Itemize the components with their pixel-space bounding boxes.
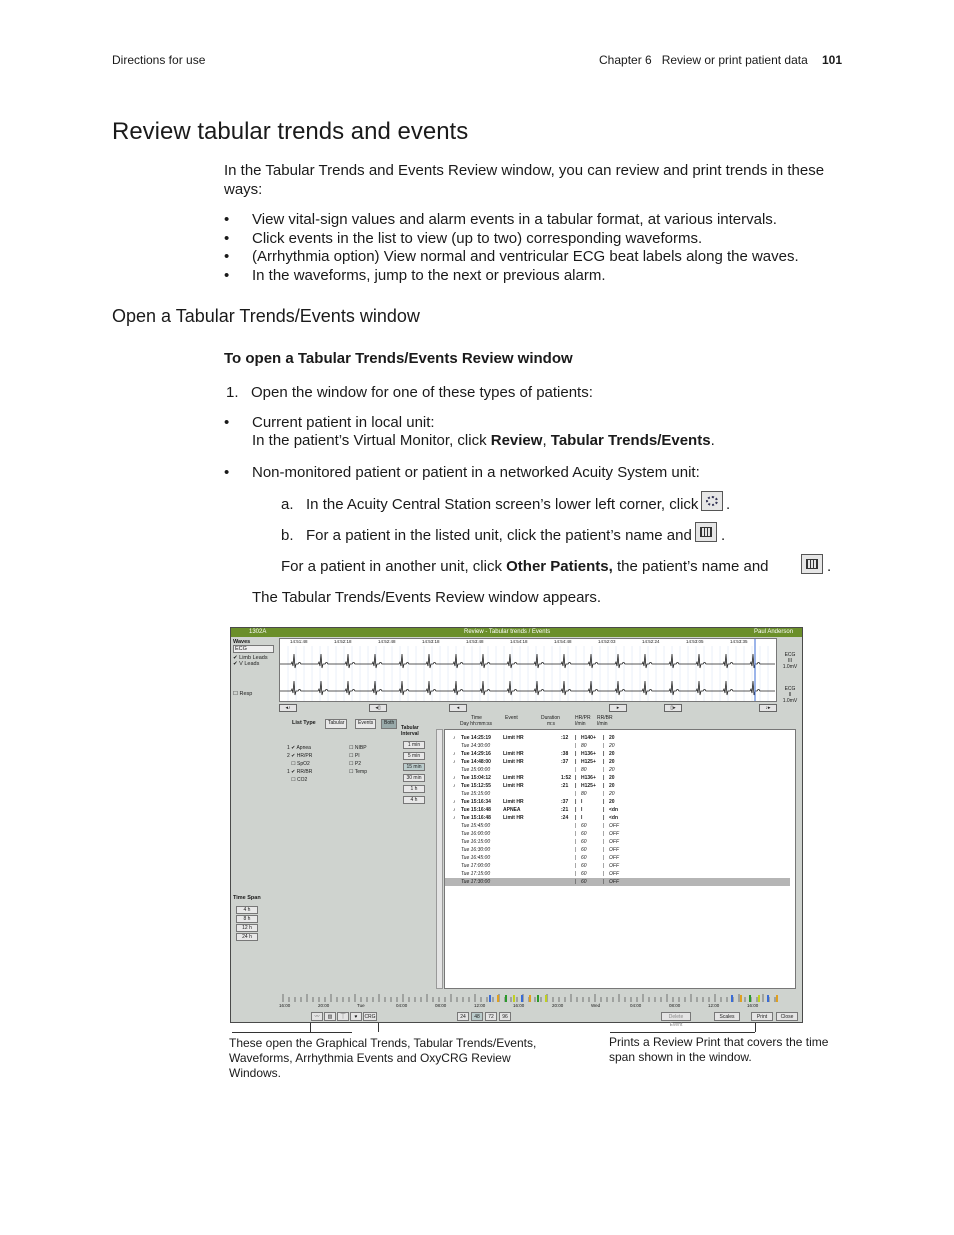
ecg-trace-upper — [280, 654, 775, 668]
table-cell: H140+ — [581, 735, 596, 741]
timeline-event-mark — [740, 995, 742, 1002]
table-cell: | — [603, 863, 605, 869]
heart-icon[interactable]: ♥ — [350, 1012, 362, 1021]
table-cell: 80 — [581, 767, 587, 773]
col-rr: RR/BR — [597, 715, 613, 721]
wave-grid — [288, 646, 768, 701]
parameter-item[interactable]: ☐ PI — [349, 753, 360, 759]
window-appears-text: The Tabular Trends/Events Review window appears. — [252, 589, 602, 606]
timeline-event-mark — [513, 995, 515, 1002]
table-cell: 20 — [609, 799, 615, 805]
col-rr-units: l/min — [597, 721, 608, 727]
table-cell: | — [603, 847, 605, 853]
other-patients-step — [281, 557, 769, 576]
time-span-option[interactable]: 4 h — [236, 906, 258, 914]
table-cell: H136+ — [581, 775, 596, 781]
window-id: 1302A — [249, 629, 267, 635]
ecg-label: ECG — [784, 686, 796, 692]
table-cell: | — [603, 751, 605, 757]
window-title: Review - Tabular trends / Events — [464, 629, 551, 635]
bullet-dot: • — [224, 230, 230, 247]
interval-option-selected[interactable]: 15 min — [403, 763, 425, 771]
table-cell: Limit HR — [503, 815, 524, 821]
timeline-label: 16:00 — [513, 1003, 525, 1008]
table-cell: Limit HR — [503, 751, 524, 757]
table-cell: Tue 14:25:19 — [461, 735, 491, 741]
table-cell: ♪ — [453, 759, 456, 765]
table-cell: I — [581, 807, 583, 813]
table-cell: Tue 15:15:00 — [461, 791, 491, 797]
table-cell: | — [603, 791, 605, 797]
caption-review-icons: These open the Graphical Trends, Tabular Trends/Events, Waveforms, Arrhythmia Events and OxyCRG Review Windows. — [229, 1036, 537, 1080]
wave-timestamp: 14:52:48 — [378, 639, 396, 644]
col-hr-units: l/min — [575, 721, 586, 727]
wave-timestamp: 14:54:18 — [510, 639, 528, 644]
table-cell: Tue 15:04:12 — [461, 775, 491, 781]
table-cell: :37 — [561, 759, 569, 765]
period: . — [710, 432, 715, 449]
table-cell: Tue 15:45:00 — [461, 823, 491, 829]
callout-line-left — [232, 1032, 352, 1033]
table-cell: :12 — [561, 735, 569, 741]
hours-button[interactable]: 96 — [499, 1012, 511, 1021]
table-cell: | — [575, 751, 577, 757]
waves-panel — [233, 639, 277, 719]
parameter-item[interactable]: 2 ✔ HR/PR — [287, 753, 313, 759]
table-cell: Tue 15:16:48 — [461, 815, 491, 821]
col-time-format: Day hh:mm:ss — [460, 721, 492, 727]
interval-option[interactable]: 4 h — [403, 796, 425, 804]
interval-option[interactable]: 30 min — [403, 774, 425, 782]
bullet-dot: • — [224, 414, 230, 431]
timeline-label: 20:00 — [318, 1003, 330, 1008]
timeline-event-mark — [749, 995, 751, 1002]
table-cell: | — [603, 743, 605, 749]
col-duration: Duration — [541, 715, 560, 721]
other-text-end: the patient’s name and — [612, 558, 769, 575]
caption-print: Prints a Review Print that covers the time span shown in the window. — [609, 1035, 829, 1064]
parameter-item[interactable]: ☐ NIBP — [349, 745, 367, 751]
ecg-label: ECG — [784, 652, 796, 658]
waves-label: Waves — [233, 639, 251, 645]
table-cell: | — [603, 767, 605, 773]
table-cell: Limit HR — [503, 775, 524, 781]
hours-button-selected[interactable]: 48 — [471, 1012, 483, 1021]
table-cell: Tue 16:30:00 — [461, 847, 491, 853]
timeline-label: 04:00 — [396, 1003, 408, 1008]
table-cell: | — [575, 815, 577, 821]
table-cell: 60 — [581, 879, 587, 885]
wave-option-limb[interactable]: ✔ Limb Leads — [233, 655, 268, 661]
section-title: Review tabular trends and events — [112, 118, 469, 145]
table-cell: H125+ — [581, 783, 596, 789]
table-cell: ♪ — [453, 775, 456, 781]
tabular-trends-menu-ref: Tabular Trends/Events — [550, 432, 711, 449]
list-tab-events[interactable]: Events — [355, 719, 376, 729]
step-1: 1. Open the window for one of these types of patients: — [226, 384, 593, 401]
table-cell: | — [575, 791, 577, 797]
table-cell: OFF — [609, 823, 619, 829]
table-cell: :21 — [561, 783, 569, 789]
table-cell: 20 — [609, 775, 615, 781]
table-cell: Tue 17:15:00 — [461, 871, 491, 877]
review-menu-ref: Review — [490, 432, 543, 449]
time-span-option[interactable]: 24 h — [236, 933, 258, 941]
table-cell: 60 — [581, 863, 587, 869]
hours-button[interactable]: 24 — [457, 1012, 469, 1021]
wave-option-label: Resp — [239, 691, 253, 697]
table-cell: Tue 15:12:55 — [461, 783, 491, 789]
parameter-item[interactable]: ☐ SpO2 — [287, 761, 310, 767]
step-a: a. In the Acuity Central Station screen’s lower left corner, click — [281, 496, 699, 513]
table-cell: | — [575, 847, 577, 853]
wave-timestamp: 14:53:18 — [422, 639, 440, 644]
table-cell: Limit HR — [503, 799, 524, 805]
table-cell: 1:52 — [561, 775, 572, 781]
table-cell: 20 — [609, 759, 615, 765]
table-cell: Tue 15:00:00 — [461, 767, 491, 773]
parameter-item[interactable]: ☐ CO2 — [287, 777, 308, 783]
table-row[interactable] — [445, 878, 790, 886]
timeline-label: Wed — [591, 1003, 601, 1008]
timeline-label: 12:00 — [474, 1003, 486, 1008]
callout-line-right — [610, 1032, 755, 1033]
table-cell: Limit HR — [503, 759, 524, 765]
table-cell: 20 — [609, 751, 615, 757]
interval-option[interactable]: 5 min — [403, 752, 425, 760]
table-cell: | — [603, 839, 605, 845]
parameter-item[interactable]: ☐ Temp — [349, 769, 368, 775]
wave-timestamp: 14:54:48 — [554, 639, 572, 644]
prev-page-button[interactable]: ◂▯ — [369, 704, 387, 712]
wave-timestamp: 14:52:24 — [642, 639, 660, 644]
case-current-line1: Current patient in local unit: — [252, 414, 435, 431]
table-cell: 60 — [581, 839, 587, 845]
wave-option-label: V Leads — [239, 661, 260, 667]
table-cell: | — [603, 799, 605, 805]
prev-alarm-button[interactable]: ◂♪ — [279, 704, 297, 712]
wave-option-ecg[interactable]: ECG — [233, 645, 274, 653]
table-cell: OFF — [609, 847, 619, 853]
ecg-lead-panel — [779, 640, 801, 704]
table-cell: 60 — [581, 855, 587, 861]
list-type-label: List Type — [292, 720, 316, 726]
timeline-event-mark — [537, 995, 539, 1002]
table-cell: ♪ — [453, 751, 456, 757]
table-cell: | — [575, 775, 577, 781]
table-cell: 60 — [581, 871, 587, 877]
wave-timestamp: 14:52:03 — [598, 639, 616, 644]
list-column-headers — [444, 715, 796, 729]
case-current-line2 — [252, 432, 852, 450]
network-icon — [701, 491, 723, 511]
timeline-label: 16:00 — [747, 1003, 759, 1008]
timeline-event-mark — [497, 995, 499, 1002]
table-cell: 60 — [581, 831, 587, 837]
table-cell: :38 — [561, 751, 569, 757]
col-hr: HR/PR — [575, 715, 591, 721]
table-cell: 20 — [609, 743, 615, 749]
scales-button[interactable]: Scales — [714, 1012, 740, 1021]
time-span-label: Time Span — [233, 895, 261, 901]
oxycrg-button[interactable]: CRG — [364, 1014, 376, 1020]
wave-option-label: Limb Leads — [239, 655, 268, 661]
bullet-dot: • — [224, 248, 230, 265]
ecg-lead[interactable]: III — [787, 658, 793, 664]
wave-timestamp: 14:52:18 — [334, 639, 352, 644]
next-alarm-button[interactable]: ♪▸ — [759, 704, 777, 712]
parameter-checklist-right — [349, 744, 367, 776]
table-cell: I — [581, 799, 583, 805]
table-cell: Tue 14:29:16 — [461, 751, 491, 757]
timeline-label: 04:00 — [630, 1003, 642, 1008]
parameter-item[interactable]: 1 ✔ RR/BR — [287, 769, 313, 775]
table-cell: <dn — [609, 807, 619, 813]
wave-icon[interactable]: ⏉ — [337, 1012, 349, 1021]
table-cell: ♪ — [453, 815, 456, 821]
table-cell: OFF — [609, 863, 619, 869]
table-cell: | — [575, 735, 577, 741]
ecg-scale[interactable]: 1.0mV — [782, 698, 798, 704]
delete-event-button[interactable]: Delete Event — [661, 1012, 691, 1021]
table-cell: 20 — [609, 767, 615, 773]
ecg-lead[interactable]: II — [788, 692, 792, 698]
waveform-display — [279, 638, 777, 702]
timeline-event-mark — [758, 995, 760, 1002]
col-time: Time — [471, 715, 482, 721]
graph-icon[interactable]: 〰 — [311, 1012, 323, 1021]
case-networked: Non-monitored patient or patient in a networked Acuity System unit: — [252, 464, 700, 481]
timeline-event-mark — [529, 995, 531, 1002]
callout-tick — [378, 1023, 379, 1032]
table-cell: | — [603, 783, 605, 789]
table-cell: ♪ — [453, 783, 456, 789]
timeline-labels — [279, 1003, 779, 1009]
table-cell: APNEA — [503, 807, 521, 813]
table-cell: I — [581, 815, 583, 821]
table-cell: Tue 17:30:00 — [461, 879, 491, 885]
table-cell: | — [603, 871, 605, 877]
forward-button[interactable]: ▸ — [609, 704, 627, 712]
table-cell: | — [575, 831, 577, 837]
table-cell: OFF — [609, 839, 619, 845]
list-tab-tabular[interactable]: Tabular — [325, 719, 347, 729]
separator: , — [542, 432, 551, 449]
table-cell: Tue 17:00:00 — [461, 863, 491, 869]
callout-tick — [310, 1023, 311, 1032]
tabular-trends-icon — [801, 554, 823, 574]
list-scrollbar[interactable] — [436, 729, 443, 989]
timeline-label: 08:00 — [435, 1003, 447, 1008]
tabular-trends-icon — [695, 522, 717, 542]
running-header-left: Directions for use — [112, 53, 206, 67]
table-cell: 80 — [581, 791, 587, 797]
timeline-label: 16:00 — [279, 1003, 291, 1008]
bullet-item: View vital-sign values and alarm events in a tabular format, at various intervals. — [252, 211, 777, 228]
tabular-icon[interactable]: ▥ — [324, 1012, 336, 1021]
table-cell: | — [575, 839, 577, 845]
table-cell: | — [603, 735, 605, 741]
other-text: For a patient in another unit, click — [281, 558, 507, 575]
table-cell: Tue 16:15:00 — [461, 839, 491, 845]
next-page-button[interactable]: ▯▸ — [664, 704, 682, 712]
table-cell: Limit HR — [503, 783, 524, 789]
table-cell: 20 — [609, 791, 615, 797]
table-cell: ♪ — [453, 799, 456, 805]
parameter-item[interactable]: ☐ P2 — [349, 761, 361, 767]
interval-option[interactable]: 1 h — [403, 785, 425, 793]
timeline-event-mark — [767, 995, 769, 1002]
bullet-dot: • — [224, 211, 230, 228]
parameter-checklist-left — [287, 744, 312, 784]
window-titlebar — [231, 628, 802, 637]
time-span-option[interactable]: 8 h — [236, 915, 258, 923]
table-cell: <dn — [609, 815, 619, 821]
wave-timestamp: 14:53:48 — [466, 639, 484, 644]
table-cell: Tue 15:16:34 — [461, 799, 491, 805]
table-cell: H136+ — [581, 751, 596, 757]
subsection-heading: Open a Tabular Trends/Events window — [112, 306, 420, 326]
timeline-label: 20:00 — [552, 1003, 564, 1008]
timeline-event-mark — [776, 995, 778, 1002]
table-cell: ♪ — [453, 807, 456, 813]
wave-timestamps — [280, 639, 776, 646]
table-cell: Tue 15:16:48 — [461, 807, 491, 813]
back-button[interactable]: ◂ — [449, 704, 467, 712]
table-cell: OFF — [609, 879, 619, 885]
table-cell: | — [575, 863, 577, 869]
table-cell: | — [603, 855, 605, 861]
table-cell: | — [575, 759, 577, 765]
table-cell: | — [575, 783, 577, 789]
table-cell: | — [575, 743, 577, 749]
wave-timestamp: 14:51:48 — [290, 639, 308, 644]
close-button[interactable]: Close — [776, 1012, 798, 1021]
period: . — [721, 527, 726, 544]
timeline-label: 08:00 — [669, 1003, 681, 1008]
timeline-label: 12:00 — [708, 1003, 720, 1008]
table-cell: H125+ — [581, 759, 596, 765]
timeline-event-mark — [545, 995, 547, 1002]
wave-option-resp[interactable]: ☐ Resp — [233, 691, 253, 697]
table-cell: 60 — [581, 847, 587, 853]
table-cell: | — [575, 799, 577, 805]
hours-button[interactable]: 72 — [485, 1012, 497, 1021]
table-cell: | — [603, 815, 605, 821]
table-cell: 80 — [581, 743, 587, 749]
table-cell: OFF — [609, 831, 619, 837]
tabular-review-window-screenshot — [230, 627, 803, 1028]
period: . — [726, 496, 731, 513]
ecg-waveforms — [280, 639, 776, 701]
table-cell: Tue 14:30:00 — [461, 743, 491, 749]
table-cell: :21 — [561, 807, 569, 813]
parameter-item[interactable]: 1 ✔ Apnea — [287, 745, 311, 751]
bullet-item: (Arrhythmia option) View normal and ventricular ECG beat labels along the waves. — [252, 248, 799, 265]
procedure-title: To open a Tabular Trends/Events Review window — [224, 350, 573, 367]
timeline-event-mark — [521, 995, 523, 1002]
col-duration-units: m:s — [547, 721, 556, 727]
table-cell: Tue 14:48:00 — [461, 759, 491, 765]
table-cell: | — [603, 823, 605, 829]
timeline-label: Tue — [357, 1003, 365, 1008]
table-cell: | — [575, 855, 577, 861]
table-cell: 20 — [609, 783, 615, 789]
ecg-trace-lower — [280, 681, 775, 695]
table-cell: | — [603, 759, 605, 765]
table-cell: ♪ — [453, 735, 456, 741]
table-cell: | — [575, 871, 577, 877]
wave-option-v[interactable]: ✔ V Leads — [233, 661, 260, 667]
other-patients-ref: Other Patients, — [506, 558, 613, 575]
table-cell: Tue 16:00:00 — [461, 831, 491, 837]
bullet-dot: • — [224, 267, 230, 284]
table-cell: 60 — [581, 823, 587, 829]
intro-paragraph: In the Tabular Trends and Events Review window, you can review and print trends in these ways: — [224, 162, 825, 198]
ecg-scale[interactable]: 1.0mV — [782, 664, 798, 670]
table-cell: | — [603, 807, 605, 813]
case-current-text: In the patient’s Virtual Monitor, click — [252, 432, 491, 449]
timeline-event-mark — [489, 995, 491, 1002]
col-event: Event — [505, 715, 518, 721]
running-header-chapter: Chapter 6 Review or print patient data — [599, 53, 808, 67]
table-cell: | — [603, 775, 605, 781]
wave-timestamp: 14:53:05 — [686, 639, 704, 644]
bullet-item: Click events in the list to view (up to two) corresponding waveforms. — [252, 230, 703, 247]
table-cell: | — [575, 879, 577, 885]
interval-option[interactable]: 1 min — [403, 741, 425, 749]
print-button[interactable]: Print — [751, 1012, 773, 1021]
events-list[interactable] — [444, 729, 796, 989]
table-cell: OFF — [609, 855, 619, 861]
bullet-dot: • — [224, 464, 230, 481]
timeline-event-mark — [505, 995, 507, 1002]
wave-navigation-row — [279, 704, 777, 712]
list-tab-both[interactable]: Both — [381, 719, 397, 729]
table-cell: :37 — [561, 799, 569, 805]
timeline-bar[interactable] — [279, 992, 779, 1014]
table-cell: Tue 16:45:00 — [461, 855, 491, 861]
timeline-event-mark — [731, 995, 733, 1002]
table-cell: :24 — [561, 815, 569, 821]
table-cell: Limit HR — [503, 735, 524, 741]
table-cell: | — [575, 823, 577, 829]
patient-name: Paul Anderson — [754, 629, 794, 635]
table-cell: | — [575, 767, 577, 773]
page-number: 101 — [822, 53, 843, 67]
wave-timestamp: 14:53:35 — [730, 639, 748, 644]
time-span-option[interactable]: 12 h — [236, 924, 258, 932]
table-cell: 20 — [609, 735, 615, 741]
tabular-interval-label: Tabular Interval — [401, 725, 419, 737]
bullet-item: In the waveforms, jump to the next or previous alarm. — [252, 267, 606, 284]
period: . — [827, 558, 832, 575]
step-b: b. For a patient in the listed unit, click the patient’s name and — [281, 527, 692, 544]
table-cell: | — [603, 879, 605, 885]
table-cell: | — [575, 807, 577, 813]
table-cell: | — [603, 831, 605, 837]
table-cell: OFF — [609, 871, 619, 877]
callout-tick — [755, 1023, 756, 1032]
